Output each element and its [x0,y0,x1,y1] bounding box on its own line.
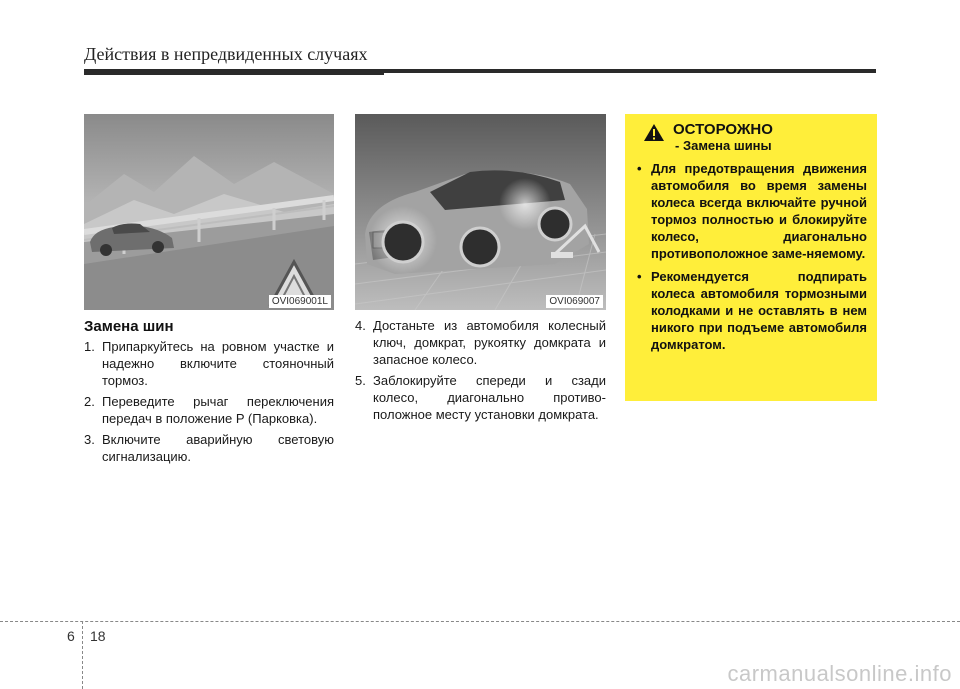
step-text: Припаркуйтесь на ровном участке и надежно включите стояночный тормоз. [102,339,334,388]
list-item [635,160,867,262]
figure-warning-triangle-road [84,114,334,310]
footer-rule [0,621,960,622]
chapter-number: 6 [67,628,75,644]
section-title: Замена шин [84,318,174,335]
step-number: 5. [355,373,366,388]
warning-subtitle: - Замена шины [675,138,772,153]
figure-code: OVI069007 [546,295,603,308]
warning-header [643,122,867,154]
warning-title: ОСТОРОЖНО [673,121,773,138]
footer-divider [82,621,83,689]
step-text: Заблокируйте спереди и сзади колесо, диагонально противо-положное месту установки домкрата. [373,373,606,422]
list-item [84,338,334,389]
bullet-text: Для предотвращения движения автомобиля во время замены колеса всегда включайте ручной тормоз полностью и блокируйте колесо, диагонально противоположное заме-няемому. [651,161,867,261]
warning-triangle-icon [643,123,665,142]
rear-wheel-icon [461,228,499,266]
step-number: 3. [84,432,95,447]
warning-bullets [635,160,867,353]
page-number: 18 [90,628,106,644]
page-header-title: Действия в непредвиденных случаях [84,44,368,64]
list-item [84,431,334,465]
step-text: Включите аварийную световую сигнализацию. [102,432,334,464]
bullet-icon: • [637,269,642,284]
step-number: 4. [355,318,366,333]
step-text: Переведите рычаг переключения передач в положение P (Парковка). [102,394,334,426]
warning-box [625,114,877,401]
steps-list-col2 [355,317,606,427]
bullet-icon: • [637,161,642,176]
header-rule-accent [84,73,384,75]
figure-code: OVI069001L [269,295,331,308]
step-number: 2. [84,394,95,409]
front-wheel-icon [383,222,423,262]
bullet-text: Рекомендуется подпирать колеса автомобиля тормозными колодками и не оставлять в нем никого при подъеме автомобиля домкратом. [651,269,867,352]
list-item [355,372,606,423]
figure-car-jack [355,114,606,310]
step-text: Достаньте из автомобиля колесный ключ, домкрат, рукоятку домкрата и запасное колесо. [373,318,606,367]
road-illustration [84,114,334,310]
car-jack-illustration [355,114,606,310]
list-item [84,393,334,427]
list-item [355,317,606,368]
steps-list-col1 [84,338,334,469]
step-number: 1. [84,339,95,354]
watermark: carmanualsonline.info [727,661,952,686]
list-item [635,268,867,353]
